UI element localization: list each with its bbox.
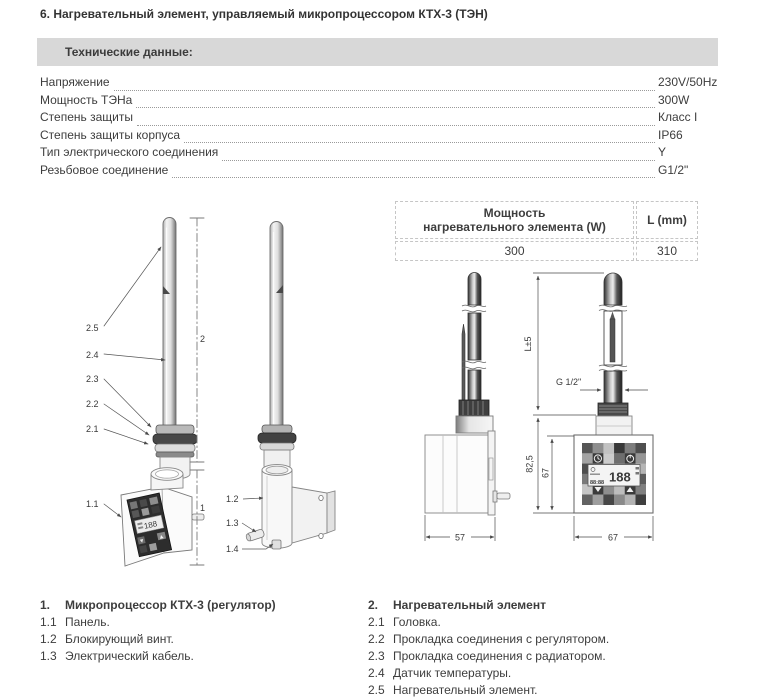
legend-item-text: Датчик температуры.	[393, 666, 512, 680]
technical-drawings	[0, 188, 757, 588]
legend-item-text: Головка.	[393, 615, 441, 629]
spec-row	[40, 163, 757, 181]
table-header-line: нагревательного элемента (W)	[423, 220, 606, 234]
table-header-length: L (mm)	[636, 201, 698, 239]
legend-item	[40, 631, 365, 648]
legend-title: Нагревательный элемент	[393, 598, 546, 612]
dotted-leader	[172, 177, 655, 178]
spec-label: Напряжение	[40, 75, 110, 89]
legend-item-text: Электрический кабель.	[65, 649, 194, 663]
legend-title-row	[40, 597, 365, 614]
part-label-2-2: 2.2	[86, 399, 99, 409]
spec-label: Тип электрического соединения	[40, 145, 219, 159]
legend-item-text: Прокладка соединения с радиатором.	[393, 649, 606, 663]
legend-item-number: 2.1	[368, 615, 385, 629]
legend-item-text: Панель.	[65, 615, 110, 629]
side-pin	[192, 514, 204, 520]
lcd-time: 88:88	[590, 480, 605, 486]
legend-number: 1.	[40, 598, 51, 612]
dim-label-57: 57	[454, 532, 466, 543]
screw-hole	[319, 533, 323, 538]
dim-label-825: 82,5	[524, 455, 535, 473]
part-label-1-1: 1.1	[86, 499, 99, 509]
part-label-1-4: 1.4	[226, 544, 239, 554]
spec-value: IP66	[658, 127, 683, 142]
part-label-2-3: 2.3	[86, 374, 99, 384]
heater-head	[153, 434, 197, 444]
spec-row	[40, 110, 757, 128]
dim-label-L: L±5	[523, 336, 533, 352]
table-cell-power: 300	[395, 241, 634, 261]
part-label-2-5: 2.5	[86, 323, 99, 333]
dimension-67v	[547, 436, 574, 510]
drawing-side-view	[425, 273, 510, 543]
drawing-exploded-front	[86, 218, 205, 567]
dotted-leader	[184, 142, 655, 143]
side-pin	[497, 493, 510, 499]
legend-item	[368, 665, 756, 682]
legend-item	[368, 631, 756, 648]
part-label-1-3: 1.3	[226, 518, 239, 528]
legend-item	[40, 648, 365, 665]
table-cell-length: 310	[636, 241, 698, 261]
legend-item-number: 2.4	[368, 666, 385, 680]
section-header-bar	[37, 38, 718, 66]
screw-hole	[319, 495, 323, 500]
spec-row	[40, 75, 757, 93]
head-flange	[596, 416, 632, 435]
legend-item-text: Блокирующий винт.	[65, 632, 174, 646]
legend-number: 2.	[368, 598, 379, 612]
thread-g12	[598, 403, 628, 416]
page-title: 6. Нагревательный элемент, управляемый микропроцессором КТХ-3 (ТЭН)	[40, 7, 488, 21]
legend-heater	[368, 597, 756, 699]
legend-item-number: 2.2	[368, 632, 385, 646]
spec-value: G1/2"	[658, 162, 689, 177]
part-label-2-1: 2.1	[86, 424, 99, 434]
legend-item-number: 1.1	[40, 615, 57, 629]
legend-title-row	[368, 597, 756, 614]
dotted-leader	[136, 107, 655, 108]
legend-title: Микропроцессор КТХ-3 (регулятор)	[65, 598, 276, 612]
spec-label: Резьбовое соединение	[40, 162, 169, 177]
spec-row	[40, 128, 757, 146]
dim-label-67h: 67	[607, 532, 619, 543]
lcd-temp-small: 188	[143, 519, 159, 531]
legend-item-text: Прокладка соединения с регулятором.	[393, 632, 610, 646]
housing-side	[425, 435, 488, 513]
legend-item-number: 1.2	[40, 632, 57, 646]
spec-row	[40, 145, 757, 163]
part-label-2-4: 2.4	[86, 350, 99, 360]
spec-label: Степень защиты	[40, 110, 133, 124]
technical-specs-list	[40, 75, 757, 180]
spec-value: 300W	[658, 92, 690, 107]
section-header-label: Технические данные:	[65, 45, 193, 59]
dimension-L	[533, 273, 604, 410]
dim-label-controller-assembly: 1	[200, 503, 206, 513]
legend-item	[368, 648, 756, 665]
dim-label-67v: 67	[540, 467, 551, 479]
legend-item	[40, 614, 365, 631]
table-header-line: Мощность	[483, 206, 546, 220]
spec-row	[40, 93, 757, 111]
spec-label: Степень защиты корпуса	[40, 127, 181, 142]
drawing-exploded-rear	[226, 222, 335, 555]
legend-item	[368, 682, 756, 699]
legend-item-text: Нагревательный элемент.	[393, 683, 538, 697]
spec-value: Y	[658, 145, 667, 159]
gland-nut	[459, 400, 489, 416]
drawing-front-view	[523, 273, 653, 543]
legend-item-number: 2.3	[368, 649, 385, 663]
spec-value: 230V/50Hz	[658, 75, 718, 89]
legend-item-number: 1.3	[40, 649, 57, 663]
dim-label-thread: G 1/2"	[556, 377, 582, 387]
locking-screw	[272, 540, 281, 549]
part-label-1-2: 1.2	[226, 494, 239, 504]
legend-controller	[40, 597, 365, 665]
lcd-temp: 188	[609, 469, 631, 485]
temperature-sensor	[462, 324, 465, 401]
dotted-leader	[137, 125, 655, 126]
dotted-leader	[114, 90, 655, 91]
heater-head	[258, 433, 296, 443]
heater-rod	[270, 222, 283, 429]
dotted-leader	[222, 160, 655, 161]
dim-label-heater-assembly: 2	[200, 334, 206, 344]
spec-label: Мощность ТЭНа	[40, 92, 133, 107]
heater-rod	[163, 218, 176, 429]
spec-value: Класс I	[658, 110, 698, 124]
legend-item-number: 2.5	[368, 683, 385, 697]
legend-item	[368, 614, 756, 631]
